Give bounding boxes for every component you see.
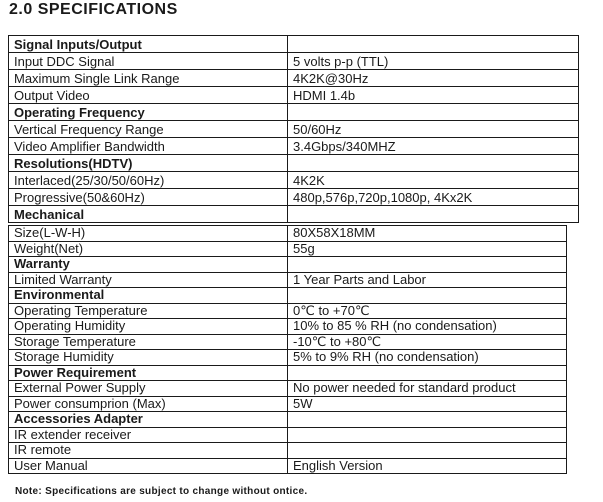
table-row: [9, 53, 579, 70]
section-header-empty-cell: [288, 206, 579, 223]
table-row: [9, 427, 567, 443]
table-row: [9, 226, 567, 242]
section-header-empty-cell: [288, 104, 579, 121]
section-header: Warranty: [9, 257, 288, 273]
section-header: Signal Inputs/Output: [9, 36, 288, 53]
spec-label: IR remote: [9, 443, 288, 459]
table-row: [9, 303, 567, 319]
spec-label: Power consumprion (Max): [9, 396, 288, 412]
page-title: 2.0 SPECIFICATIONS: [9, 1, 178, 18]
section-header-row: [9, 412, 567, 428]
spec-label: Size(L-W-H): [9, 226, 288, 242]
section-header-empty-cell: [288, 257, 567, 273]
spec-label: Operating Humidity: [9, 319, 288, 335]
spec-value: 50/60Hz: [288, 121, 579, 138]
table-row: [9, 443, 567, 459]
spec-table-bottom: [8, 225, 567, 474]
spec-value: 4K2K: [288, 172, 579, 189]
table-row: [9, 121, 579, 138]
spec-label: User Manual: [9, 458, 288, 474]
spec-value: [288, 443, 567, 459]
spec-value: [288, 427, 567, 443]
spec-value: 0℃ to +70℃: [288, 303, 567, 319]
spec-value: 10% to 85 % RH (no condensation): [288, 319, 567, 335]
section-header-row: [9, 365, 567, 381]
spec-label: Interlaced(25/30/50/60Hz): [9, 172, 288, 189]
section-header-row: [9, 206, 579, 223]
spec-value: HDMI 1.4b: [288, 87, 579, 104]
spec-value: 55g: [288, 241, 567, 257]
table-row: [9, 189, 579, 206]
table-row: [9, 381, 567, 397]
section-header-empty-cell: [288, 412, 567, 428]
section-header-empty-cell: [288, 36, 579, 53]
spec-value: 80X58X18MM: [288, 226, 567, 242]
spec-label: Video Amplifier Bandwidth: [9, 138, 288, 155]
spec-value: 4K2K@30Hz: [288, 70, 579, 87]
section-header: Mechanical: [9, 206, 288, 223]
table-row: [9, 396, 567, 412]
table-row: [9, 241, 567, 257]
spec-label: External Power Supply: [9, 381, 288, 397]
spec-label: Operating Temperature: [9, 303, 288, 319]
spec-value: No power needed for standard product: [288, 381, 567, 397]
spec-value: 5W: [288, 396, 567, 412]
spec-label: Storage Humidity: [9, 350, 288, 366]
table-row: [9, 70, 579, 87]
spec-value: -10℃ to +80℃: [288, 334, 567, 350]
spec-value: 5 volts p-p (TTL): [288, 53, 579, 70]
spec-table-top: [8, 35, 579, 223]
spec-label: Storage Temperature: [9, 334, 288, 350]
section-header: Power Requirement: [9, 365, 288, 381]
section-header-row: [9, 155, 579, 172]
section-header-empty-cell: [288, 155, 579, 172]
spec-label: Input DDC Signal: [9, 53, 288, 70]
table-row: [9, 138, 579, 155]
section-header: Resolutions(HDTV): [9, 155, 288, 172]
section-header-empty-cell: [288, 365, 567, 381]
section-header-row: [9, 288, 567, 304]
section-header-row: [9, 104, 579, 121]
table-row: [9, 458, 567, 474]
spec-value: 3.4Gbps/340MHZ: [288, 138, 579, 155]
spec-label: Maximum Single Link Range: [9, 70, 288, 87]
table-row: [9, 350, 567, 366]
spec-label: Weight(Net): [9, 241, 288, 257]
spec-label: Limited Warranty: [9, 272, 288, 288]
table-row: [9, 319, 567, 335]
spec-value: 1 Year Parts and Labor: [288, 272, 567, 288]
section-header: Environmental: [9, 288, 288, 304]
table-row: [9, 334, 567, 350]
table-row: [9, 272, 567, 288]
spec-label: Vertical Frequency Range: [9, 121, 288, 138]
spec-value: 480p,576p,720p,1080p, 4Kx2K: [288, 189, 579, 206]
section-header-row: [9, 36, 579, 53]
table-row: [9, 87, 579, 104]
footnote: Note: Specifications are subject to change without ontice.: [15, 486, 308, 497]
spec-label: IR extender receiver: [9, 427, 288, 443]
section-header-empty-cell: [288, 288, 567, 304]
spec-value: 5% to 9% RH (no condensation): [288, 350, 567, 366]
section-header: Operating Frequency: [9, 104, 288, 121]
table-row: [9, 172, 579, 189]
section-header: Accessories Adapter: [9, 412, 288, 428]
spec-label: Output Video: [9, 87, 288, 104]
spec-label: Progressive(50&60Hz): [9, 189, 288, 206]
spec-value: English Version: [288, 458, 567, 474]
section-header-row: [9, 257, 567, 273]
